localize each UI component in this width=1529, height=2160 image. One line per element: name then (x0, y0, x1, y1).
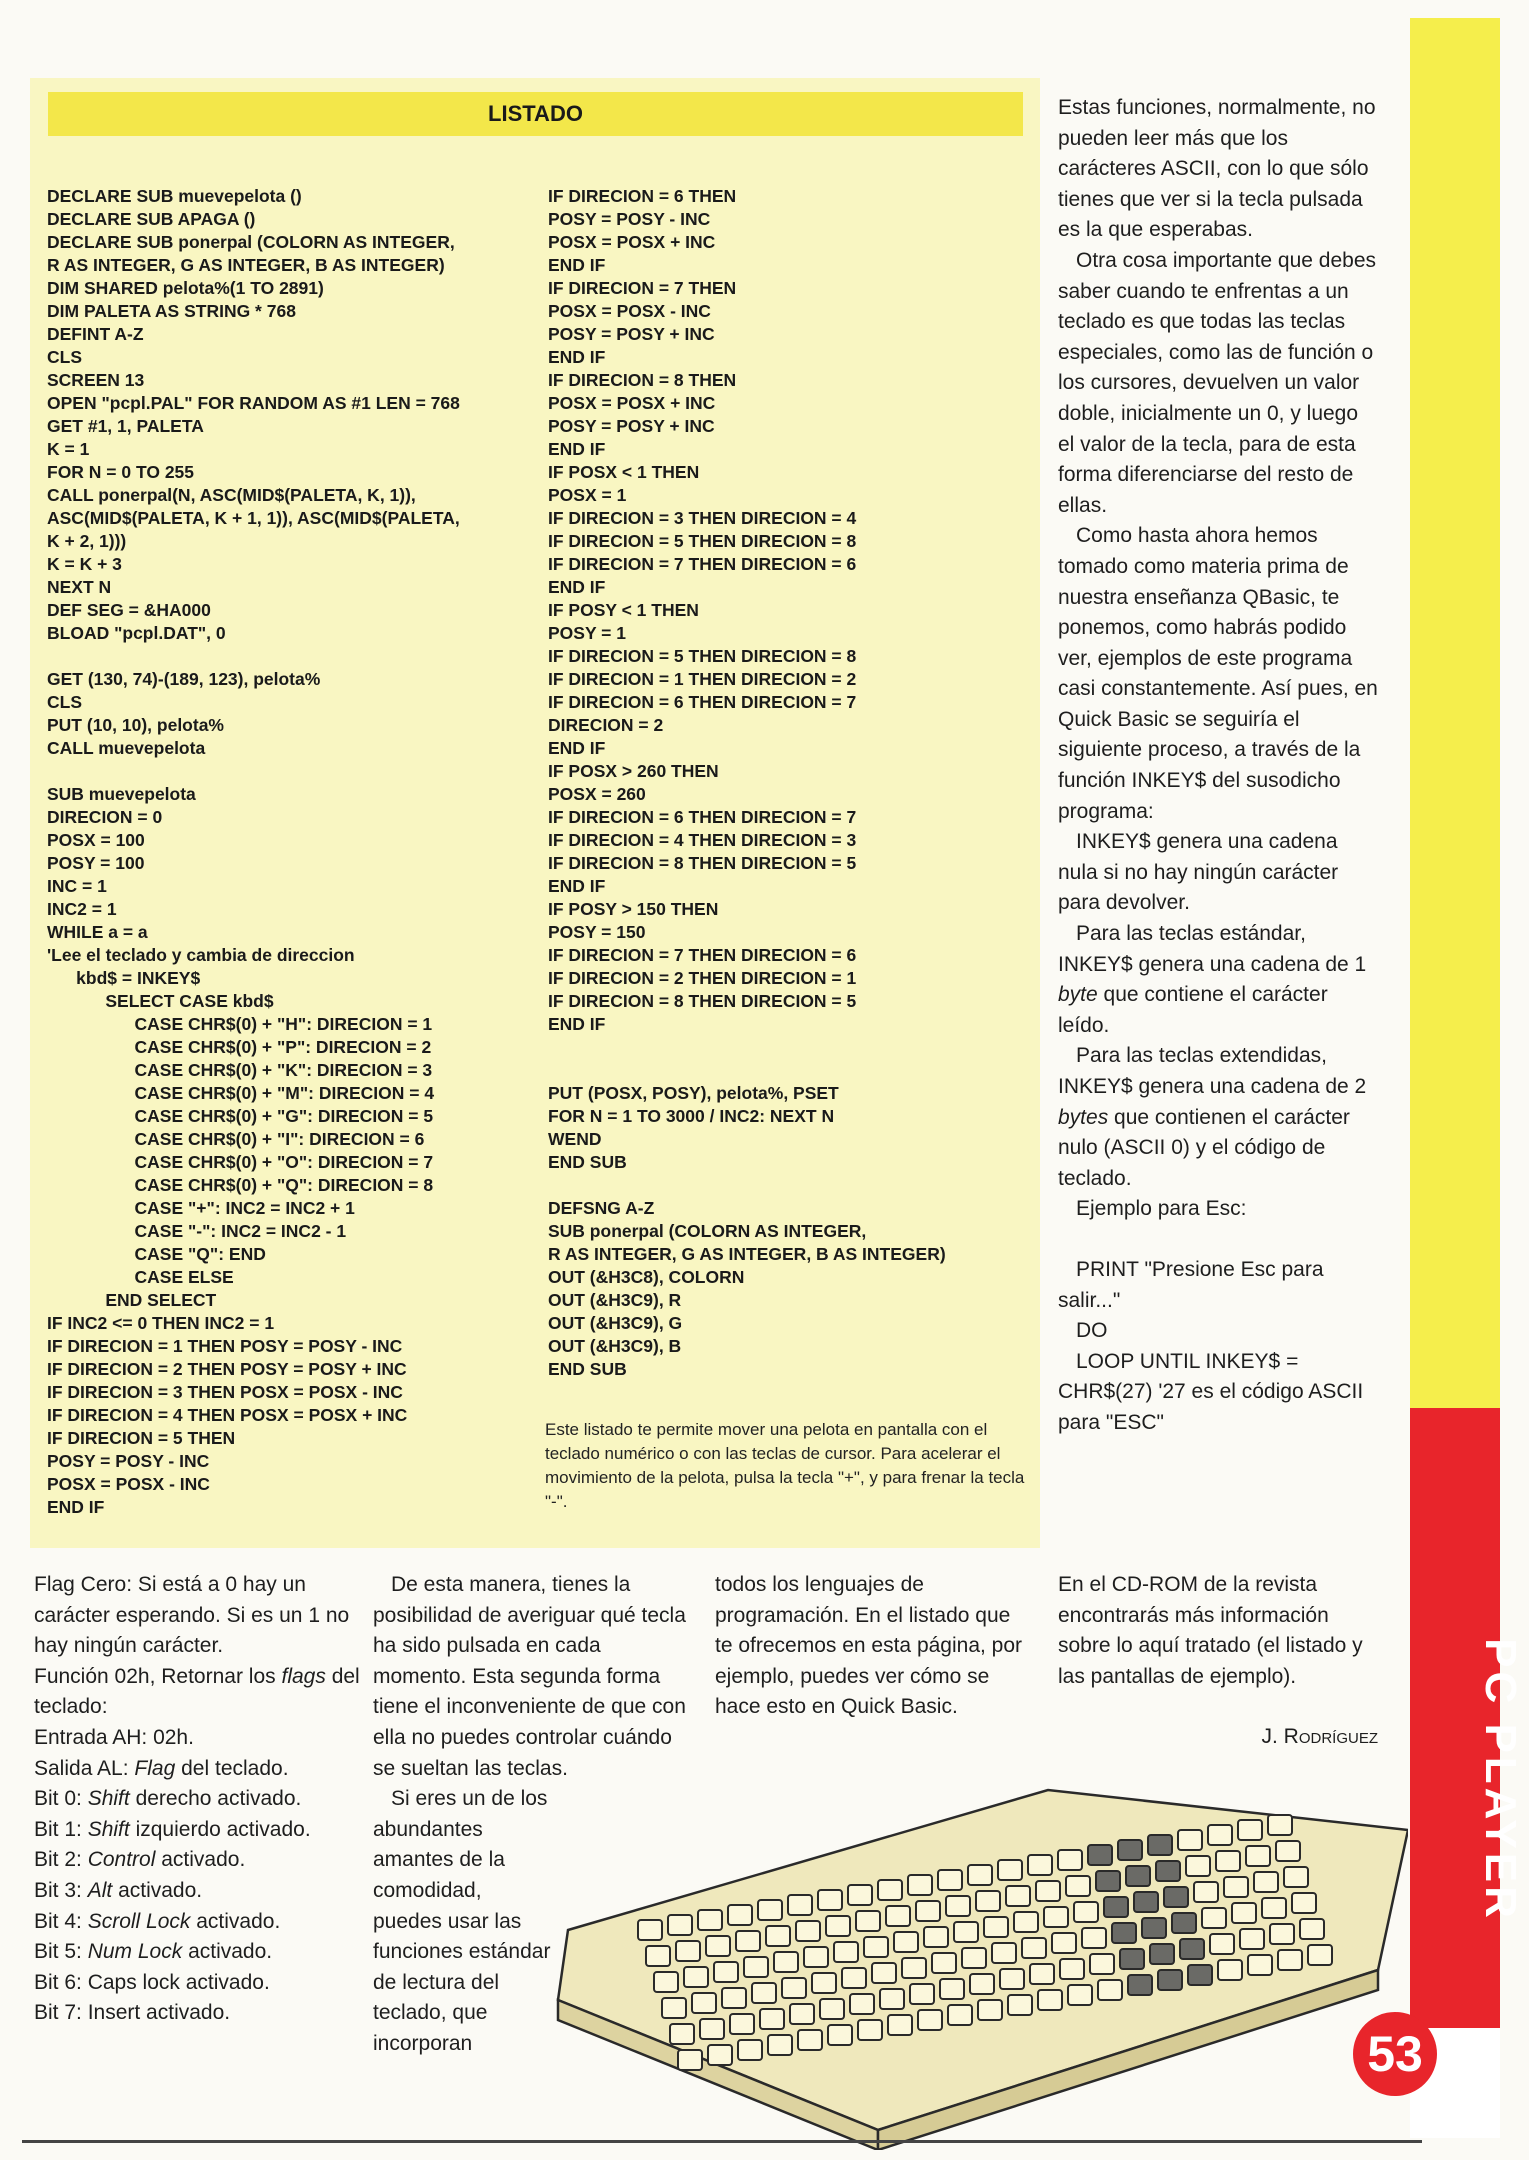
keyboard-key (1096, 1871, 1120, 1891)
keyboard-key (700, 2019, 724, 2039)
keyboard-key (1126, 1866, 1150, 1886)
keyboard-key (1000, 1969, 1024, 1989)
side-strip-yellow (1410, 18, 1500, 1408)
keyboard-key (638, 1920, 662, 1940)
keyboard-key (670, 2024, 694, 2044)
keyboard-key (1088, 1845, 1112, 1865)
paragraph: Ejemplo para Esc: (1076, 1197, 1247, 1221)
keyboard-key (1068, 1985, 1092, 2005)
keyboard-key (796, 1921, 820, 1941)
page-number: 53 (1353, 2012, 1437, 2096)
keyboard-key (842, 1968, 866, 1988)
keyboard-key (1186, 1856, 1210, 1876)
keyboard-key (976, 1891, 1000, 1911)
keyboard-key (752, 1983, 776, 2003)
keyboard-key (1058, 1850, 1082, 1870)
keyboard-key (1188, 1965, 1212, 1985)
keyboard-key (1148, 1835, 1172, 1855)
keyboard-key (1292, 1893, 1316, 1913)
bit-item: Bit 3: Alt activado. (34, 1878, 203, 1902)
keyboard-key (698, 1910, 722, 1930)
listing-title: LISTADO (48, 92, 1023, 136)
keyboard-key (938, 1870, 962, 1890)
listing-caption: Este listado te permite mover una pelota en pantalla con el teclado numérico o con las teclas de cursor. Para acelerar el movimiento de la pelota, pulsa la tecla "+", y para frenar la tecla "-". (545, 1420, 1025, 1511)
keyboard-key (848, 1885, 872, 1905)
keyboard-key (1238, 1820, 1262, 1840)
keyboard-key (1142, 1918, 1166, 1938)
paragraph: En el CD-ROM de la revista encontrarás más información sobre lo aquí tratado (el listado y las pantallas de ejemplo). (1058, 1573, 1363, 1688)
keyboard-key (1172, 1913, 1196, 1933)
keyboard-key (1278, 1950, 1302, 1970)
keyboard-key (1090, 1954, 1114, 1974)
keyboard-key (984, 1917, 1008, 1937)
keyboard-key (886, 1906, 910, 1926)
keyboard-key (1164, 1887, 1188, 1907)
keyboard-key (954, 1922, 978, 1942)
keyboard-key (1240, 1929, 1264, 1949)
keyboard-key (678, 2050, 702, 2070)
keyboard-key (730, 2014, 754, 2034)
bit-item: Bit 2: Control activado. (34, 1848, 246, 1872)
keyboard-key (872, 1963, 896, 1983)
keyboard-key (1120, 1949, 1144, 1969)
bottom-column-4 (1058, 1570, 1378, 1753)
bottom-rule (22, 2140, 1422, 2143)
keyboard-key (826, 1916, 850, 1936)
keyboard-key (782, 1978, 806, 1998)
keyboard-key (968, 1865, 992, 1885)
keyboard-key (760, 2009, 784, 2029)
keyboard-key (662, 1998, 686, 2018)
keyboard-key (684, 1967, 708, 1987)
keyboard-key (834, 1942, 858, 1962)
keyboard-key (1270, 1924, 1294, 1944)
keyboard-key (766, 1926, 790, 1946)
bit-item: Bit 1: Shift izquierdo activado. (34, 1817, 311, 1841)
keyboard-key (1006, 1886, 1030, 1906)
keyboard-key (1284, 1867, 1308, 1887)
keyboard-key (978, 2000, 1002, 2020)
keyboard-key (864, 1937, 888, 1957)
keyboard-key (998, 1860, 1022, 1880)
paragraph: Salida AL: Flag del teclado. (34, 1756, 289, 1780)
keyboard-key (1178, 1830, 1202, 1850)
keyboard-key (1180, 1939, 1204, 1959)
keyboard-key (1150, 1944, 1174, 1964)
keyboard-key (1202, 1908, 1226, 1928)
paragraph: todos los lenguajes de programación. En el listado que te ofrecemos en esta página, por ejemplo, puedes ver cómo se hace esto en Quick Basic. (715, 1573, 1023, 1719)
keyboard-key (728, 1905, 752, 1925)
right-column (1058, 93, 1378, 1439)
keyboard-key (1246, 1846, 1270, 1866)
keyboard-key (1262, 1898, 1286, 1918)
keyboard-key (1038, 1990, 1062, 2010)
keyboard-key (758, 1900, 782, 1920)
keyboard-key (736, 1931, 760, 1951)
code-example-line: PRINT "Presione Esc para salir..." (1058, 1257, 1324, 1312)
keyboard-key (1030, 1964, 1054, 1984)
keyboard-key (850, 1994, 874, 2014)
keyboard-key (676, 1941, 700, 1961)
keyboard-key (1268, 1815, 1292, 1835)
keyboard-key (1066, 1876, 1090, 1896)
keyboard-key (1194, 1882, 1218, 1902)
paragraph: De esta manera, tienes la posibilidad de averiguar qué tecla ha sido pulsada en cada momento. Esta segunda forma tiene el inconveniente de que con ella no puedes controlar cuándo se sueltan las teclas. (373, 1573, 686, 1780)
keyboard-key (856, 1911, 880, 1931)
keyboard-key (1210, 1934, 1234, 1954)
keyboard-key (1158, 1970, 1182, 1990)
keyboard-key (1074, 1902, 1098, 1922)
bit-item: Bit 0: Shift derecho activado. (34, 1787, 302, 1811)
keyboard-key (1044, 1907, 1068, 1927)
keyboard-key (858, 2020, 882, 2040)
keyboard-key (820, 1999, 844, 2019)
keyboard-key (668, 1915, 692, 1935)
paragraph: Como hasta ahora hemos tomado como materia prima de nuestra enseñanza QBasic, te ponemos, como habrás podido ver, ejemplos de este programa casi constantemente. Así pues, en Quick Basic se seguiría el siguiente proceso, a través de la función INKEY$ del susodicho programa: (1058, 524, 1378, 823)
keyboard-key (1156, 1861, 1180, 1881)
keyboard-key (946, 1896, 970, 1916)
keyboard-key (916, 1901, 940, 1921)
keyboard-key (790, 2004, 814, 2024)
keyboard-key (1218, 1960, 1242, 1980)
keyboard-key (788, 1895, 812, 1915)
paragraph: Para las teclas estándar, INKEY$ genera una cadena de 1 byte que contiene el carácter leído. (1058, 922, 1367, 1037)
keyboard-key (1118, 1840, 1142, 1860)
keyboard-key (1036, 1881, 1060, 1901)
keyboard-key (1276, 1841, 1300, 1861)
keyboard-key (692, 1993, 716, 2013)
paragraph: Otra cosa importante que debes saber cuando te enfrentas a un teclado es que todas las teclas especiales, como las de función o los cursores, devuelven un valor doble, inicialmente un 0, y luego el valor de la tecla, para de esta forma diferenciarse del resto de ellas. (1058, 248, 1377, 517)
keyboard-key (1022, 1938, 1046, 1958)
keyboard-key (798, 2030, 822, 2050)
keyboard-key (1208, 1825, 1232, 1845)
keyboard-key (1014, 1912, 1038, 1932)
magazine-brand: PC PLAYER (1476, 1638, 1525, 1922)
keyboard-key (962, 1948, 986, 1968)
bit-item: Bit 4: Scroll Lock activado. (34, 1909, 281, 1933)
keyboard-key (888, 2015, 912, 2035)
keyboard-illustration (548, 1770, 1408, 2150)
code-listing-right: IF DIRECION = 6 THEN POSY = POSY - INC POSX = POSX + INC END IF IF DIRECION = 7 THEN POSX = POSX - INC POSY = POSY + INC END IF IF DIRECION = 8 THEN POSX = POSX + INC POSY = POSY + INC END IF IF POSX < 1 THEN POSX = 1 IF DIRECION = 3 THEN DIRECION = 4 IF DIRECION = 5 THEN DIRECION = 8 IF DIRECION = 7 THEN DIRECION = 6 END IF IF POSY < 1 THEN POSY = 1 IF DIRECION = 5 THEN DIRECION = 8 IF DIRECION = 1 THEN DIRECION = 2 IF DIRECION = 6 THEN DIRECION = 7 DIRECION = 2 END IF IF POSX > 260 THEN POSX = 260 IF DIRECION = 6 THEN DIRECION = 7 IF DIRECION = 4 THEN DIRECION = 3 IF DIRECION = 8 THEN DIRECION = 5 END IF IF POSY > 150 THEN POSY = 150 IF DIRECION = 7 THEN DIRECION = 6 IF DIRECION = 2 THEN DIRECION = 1 IF DIRECION = 8 THEN DIRECION = 5 END IF PUT (POSX, POSY), pelota%, PSET FOR N = 1 TO 3000 / INC2: NEXT N WEND END SUB DEFSNG A-Z SUB ponerpal (COLORN AS INTEGER, R AS INTEGER, G AS INTEGER, B AS INTEGER) OUT (&H3C8), COLORN OUT (&H3C9), R OUT (&H3C9), G OUT (&H3C9), B END SUB (548, 186, 946, 1379)
keyboard-key (1134, 1892, 1158, 1912)
keyboard-key (992, 1943, 1016, 1963)
keyboard-key (768, 2035, 792, 2055)
keyboard-key (804, 1947, 828, 1967)
keyboard-key (1104, 1897, 1128, 1917)
paragraph: Estas funciones, normalmente, no pueden leer más que los carácteres ASCII, con lo que sólo tienes que ver si la tecla pulsada es la que esperabas. (1058, 96, 1376, 242)
code-listing-left: DECLARE SUB muevepelota () DECLARE SUB APAGA () DECLARE SUB ponerpal (COLORN AS INTEGER, R AS INTEGER, G AS INTEGER, B AS INTEGER) DIM SHARED pelota%(1 TO 2891) DIM PALETA AS STRING * 768 DEFINT A-Z CLS SCREEN 13 OPEN "pcpl.PAL" FOR RANDOM AS #1 LEN = 768 GET #1, 1, PALETA K = 1 FOR N = 0 TO 255 CALL ponerpal(N, ASC(MID$(PALETA, K, 1)), ASC(MID$(PALETA, K + 1, 1)), ASC(MID$(PALETA, K + 2, 1))) K = K + 3 NEXT N DEF SEG = &HA000 BLOAD "pcpl.DAT", 0 GET (130, 74)-(189, 123), pelota% CLS PUT (10, 10), pelota% CALL muevepelota SUB muevepelota DIRECION = 0 POSX = 100 POSY = 100 INC = 1 INC2 = 1 WHILE a = a 'Lee el teclado y cambia de direccion kbd$ = INKEY$ SELECT CASE kbd$ CASE CHR$(0) + "H": DIRECION = 1 CASE CHR$(0) + "P": DIRECION = 2 CASE CHR$(0) + "K": DIRECION = 3 CASE CHR$(0) + "M": DIRECION = 4 CASE CHR$(0) + "G": DIRECION = 5 CASE CHR$(0) + "I": DIRECION = 6 CASE CHR$(0) + "O": DIRECION = 7 CASE CHR$(0) + "Q": DIRECION = 8 CASE "+": INC2 = INC2 + 1 CASE "-": INC2 = INC2 - 1 CASE "Q": END CASE ELSE END SELECT IF INC2 <= 0 THEN INC2 = 1 IF DIRECION = 1 THEN POSY = POSY - INC IF DIRECION = 2 THEN POSY = POSY + INC IF DIRECION = 3 THEN POSX = POSX - INC IF DIRECION = 4 THEN POSX = POSX + INC IF DIRECION = 5 THEN POSY = POSY - INC POSX = POSX - INC END IF (47, 186, 460, 1517)
keyboard-key (932, 1953, 956, 1973)
keyboard-key (706, 1936, 730, 1956)
paragraph: Si eres un de los abundantes amantes de la comodidad, puedes usar las funciones estándar de lectura del teclado, que incorporan (373, 1787, 551, 2055)
keyboard-key (654, 1972, 678, 1992)
keyboard-key (1216, 1851, 1240, 1871)
keyboard-key (902, 1958, 926, 1978)
keyboard-key (1052, 1933, 1076, 1953)
paragraph: INKEY$ genera una cadena nula si no hay ningún carácter para devolver. (1058, 830, 1339, 915)
keyboard-key (880, 1989, 904, 2009)
keyboard-key (1232, 1903, 1256, 1923)
keyboard-key (970, 1974, 994, 1994)
keyboard-key (646, 1946, 670, 1966)
keyboard-key (1300, 1919, 1324, 1939)
keyboard-key (894, 1932, 918, 1952)
keyboard-key (1008, 1995, 1032, 2015)
keyboard-key (1028, 1855, 1052, 1875)
keyboard-key (1254, 1872, 1278, 1892)
keyboard-key (812, 1973, 836, 1993)
keyboard-key (918, 2010, 942, 2030)
keyboard-key (1128, 1975, 1152, 1995)
code-example-line: DO (1076, 1319, 1108, 1343)
keyboard-key (940, 1979, 964, 1999)
paragraph: Función 02h, Retornar los flags del teclado: (34, 1664, 360, 1719)
keyboard-key (818, 1890, 842, 1910)
bottom-column-1 (34, 1570, 364, 2029)
bottom-column-3 (715, 1570, 1025, 1723)
keyboard-key (744, 1957, 768, 1977)
keyboard-key (908, 1875, 932, 1895)
keyboard-key (924, 1927, 948, 1947)
bit-item: Bit 6: Caps lock activado. (34, 1970, 270, 1994)
keyboard-key (1060, 1959, 1084, 1979)
keyboard-key (722, 1988, 746, 2008)
author-byline: J. Rodríguez (1261, 1725, 1378, 1749)
keyboard-key (910, 1984, 934, 2004)
paragraph: Para las teclas extendidas, INKEY$ genera una cadena de 2 bytes que contienen el carácter nulo (ASCII 0) y el código de teclado. (1058, 1044, 1367, 1190)
keyboard-key (1308, 1945, 1332, 1965)
keyboard-key (774, 1952, 798, 1972)
paragraph: Entrada AH: 02h. (34, 1725, 194, 1749)
bit-item: Bit 7: Insert activado. (34, 2001, 231, 2025)
keyboard-key (714, 1962, 738, 1982)
keyboard-key (1248, 1955, 1272, 1975)
keyboard-key (948, 2005, 972, 2025)
keyboard-key (738, 2040, 762, 2060)
bit-item: Bit 5: Num Lock activado. (34, 1940, 273, 1964)
keyboard-key (1098, 1980, 1122, 2000)
keyboard-key (828, 2025, 852, 2045)
keyboard-key (878, 1880, 902, 1900)
code-example-line: LOOP UNTIL INKEY$ = CHR$(27) '27 es el código ASCII para "ESC" (1058, 1349, 1364, 1434)
keyboard-key (708, 2045, 732, 2065)
keyboard-key (1112, 1923, 1136, 1943)
keyboard-key (1224, 1877, 1248, 1897)
keyboard-key (1082, 1928, 1106, 1948)
paragraph: Flag Cero: Si está a 0 hay un carácter esperando. Si es un 1 no hay ningún carácter. (34, 1573, 350, 1658)
